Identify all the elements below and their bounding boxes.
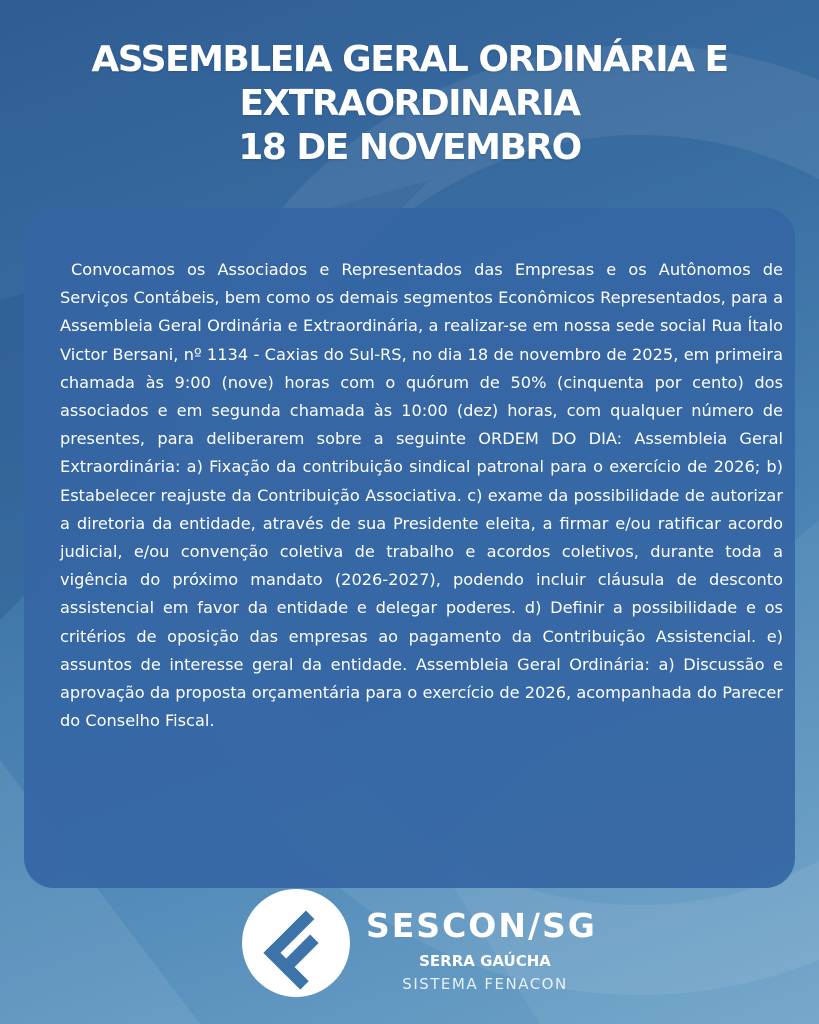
title-line-1: ASSEMBLEIA GERAL ORDINÁRIA E: [91, 39, 728, 80]
sescon-logo-icon: [242, 889, 350, 997]
page-title: [0, 38, 819, 170]
brand-name: SESCON/SG: [366, 906, 597, 945]
title-line-2: EXTRAORDINARIA: [239, 83, 580, 124]
brand-region: SERRA GAÚCHA: [419, 952, 551, 970]
notice-body: Convocamos os Associados e Representados das Empresas e os Autônomos de Serviços Contábeis, bem como os demais segmentos Econômicos Representados, para a Assembleia Geral Ordinária e Extraordinária, a realizar-se em nossa sede social Rua Ítalo Victor Bersani, nº 1134 - Caxias do Sul-RS, no dia 18 de novembro de 2025, em primeira chamada às 9:00 (nove) horas com o quórum de 50% (cinquenta por cento) dos associados e em segunda chamada às 10:00 (dez) horas, com qualquer número de presentes, para deliberarem sobre a seguinte ORDEM DO DIA: Assembleia Geral Extraordinária: a) Fixação da contribuição sindical patronal para o exercício de 2026; b) Estabelecer reajuste da Contribuição Associativa. c) exame da possibilidade de autorizar a diretoria da entidade, através de sua Presidente eleita, a firmar e/ou ratificar acordo judicial, e/ou convenção coletiva de trabalho e acordos coletivos, durante toda a vigência do próximo mandato (2026-2027), podendo incluir cláusula de desconto assistencial em favor da entidade e delegar poderes. d) Definir a possibilidade e os critérios de oposição das empresas ao pagamento da Contribuição Assistencial. e) assuntos de interesse geral da entidade. Assembleia Geral Ordinária: a) Discussão e aprovação da proposta orçamentária para o exercício de 2026, acompanhada do Parecer do Conselho Fiscal.: [60, 260, 783, 731]
title-line-3: 18 DE NOVEMBRO: [238, 127, 581, 168]
brand-tagline: SISTEMA FENACON: [402, 975, 568, 993]
